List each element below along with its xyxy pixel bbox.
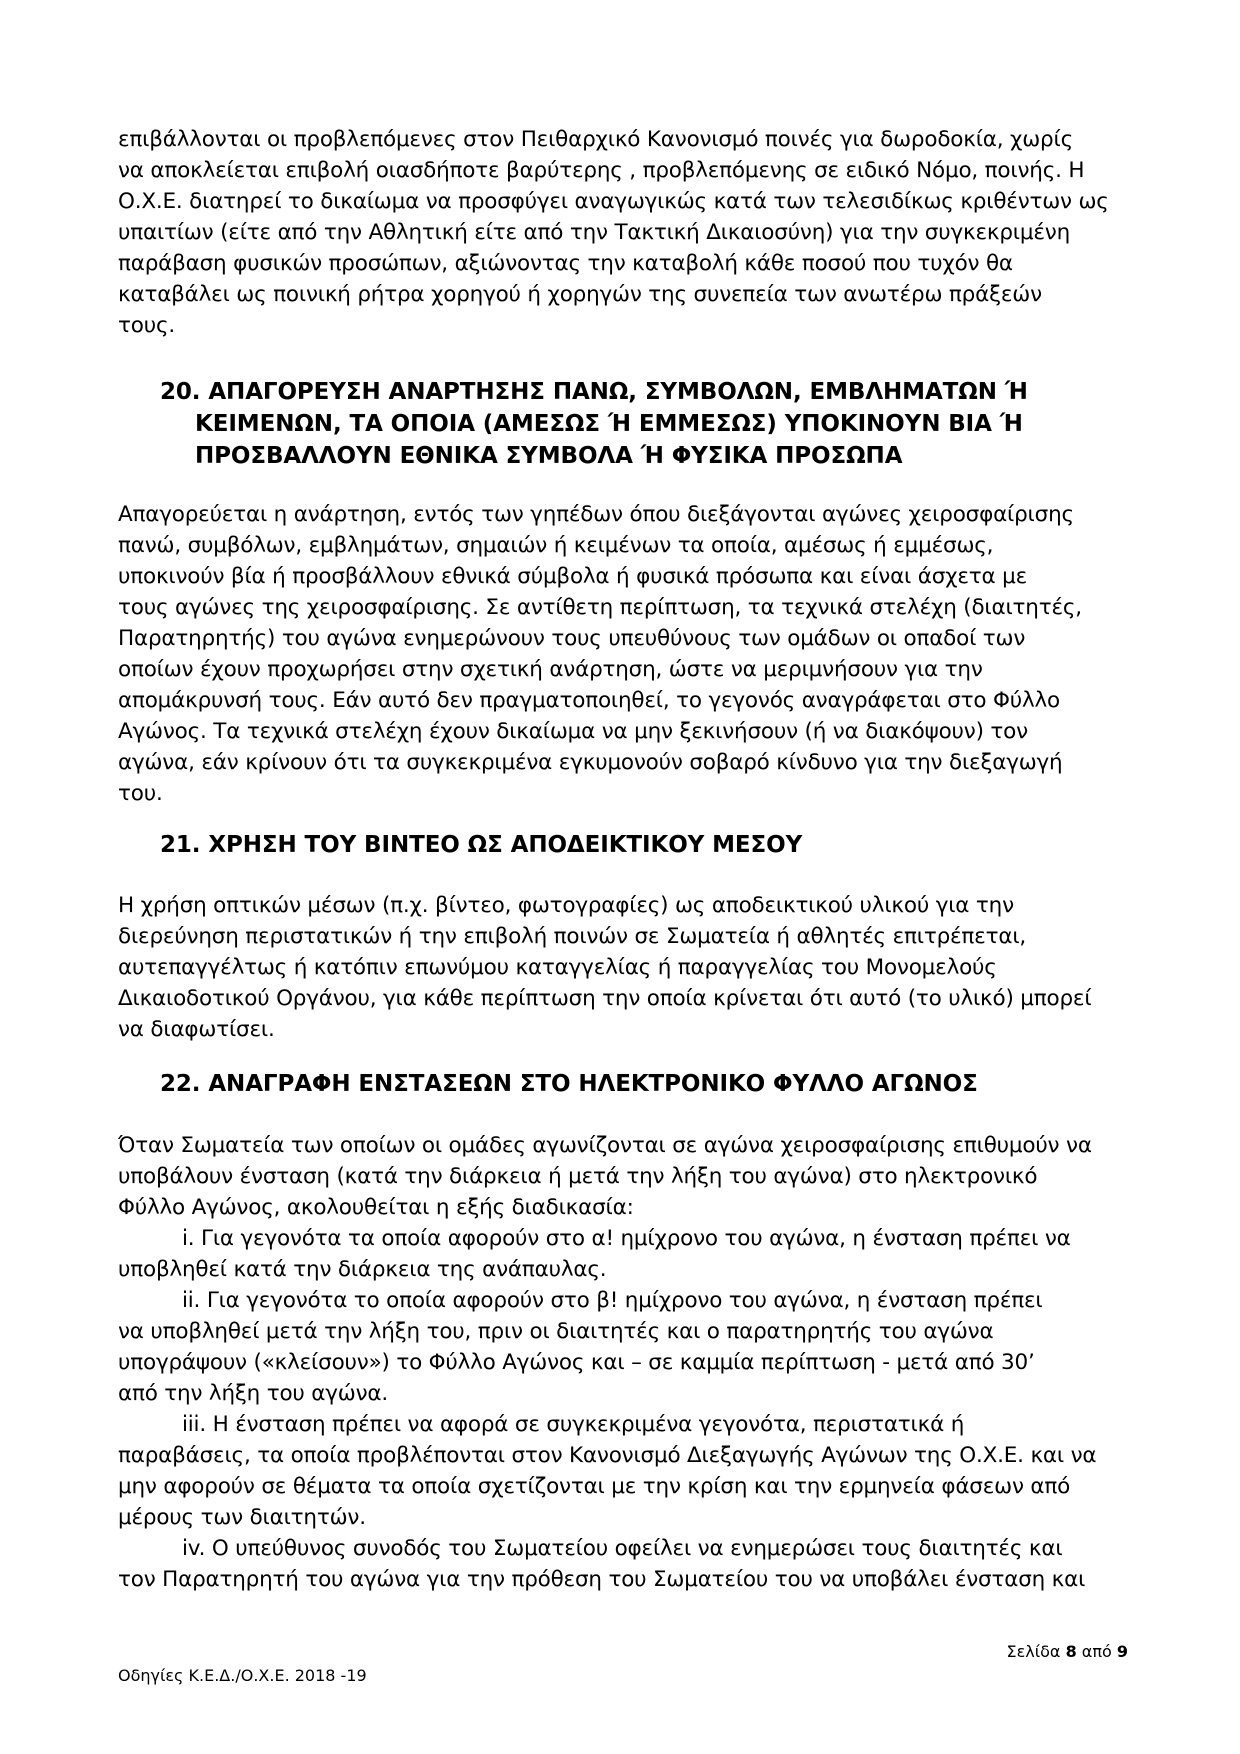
text-line: καταβάλει ως ποινική ρήτρα χορηγού ή χορηγών της συνεπεία των ανωτέρω πράξεών <box>118 282 1042 307</box>
heading-line: ΠΡΟΣΒΑΛΛΟΥΝ ΕΘΝΙΚΑ ΣΥΜΒΟΛΑ Ή ΦΥΣΙΚΑ ΠΡΟΣΩΠΑ <box>195 443 903 469</box>
text-line: υποκινούν βία ή προσβάλλουν εθνικά σύμβολα ή φυσικά πρόσωπα και είναι άσχετα με <box>118 564 1028 589</box>
text-line: τους. <box>118 313 175 338</box>
page-label: Σελίδα <box>1006 1642 1061 1661</box>
text-line: Αγώνος. Τα τεχνικά στελέχη έχουν δικαίωμα να μην ξεκινήσουν (ή να διακόψουν) τον <box>118 719 1028 744</box>
footer-document-title: Οδηγίες Κ.Ε.Δ./Ο.Χ.Ε. 2018 -19 <box>118 1666 367 1685</box>
list-item-i: i. Για γεγονότα τα οποία αφορούν στο α! ημίχρονο του αγώνα, η ένσταση πρέπει να <box>182 1226 1071 1251</box>
heading-line: ΚΕΙΜΕΝΩΝ, ΤΑ ΟΠΟΙΑ (ΑΜΕΣΩΣ Ή ΕΜΜΕΣΩΣ) ΥΠΟΚΙΝΟΥΝ ΒΙΑ Ή <box>195 411 1023 437</box>
text-line: απομάκρυνσή τους. Εάν αυτό δεν πραγματοποιηθεί, το γεγονός αναγράφεται στο Φύλλο <box>118 688 1060 713</box>
text-line: Ο.Χ.Ε. διατηρεί το δικαίωμα να προσφύγει αναγωγικώς κατά των τελεσιδίκως κριθέντων ως <box>118 189 1109 214</box>
text-line: Όταν Σωματεία των οποίων οι ομάδες αγωνίζονται σε αγώνα χειροσφαίρισης επιθυμούν να <box>118 1133 1092 1158</box>
page-number <box>1006 1642 1128 1662</box>
text-line: Παρατηρητής) του αγώνα ενημερώνουν τους υπευθύνους των ομάδων οι οπαδοί των <box>118 626 1026 651</box>
section-21-heading <box>160 829 802 861</box>
list-item-continuation: μην αφορούν σε θέματα τα οποία σχετίζονται με την κρίση και την ερμηνεία φάσεων από <box>118 1474 1071 1499</box>
list-item-continuation: τον Παρατηρητή του αγώνα για την πρόθεση του Σωματείου του να υποβάλει ένσταση και <box>118 1567 1086 1592</box>
list-item-continuation: από την λήξη του αγώνα. <box>118 1381 389 1406</box>
heading-line: 21. ΧΡΗΣΗ ΤΟΥ ΒΙΝΤΕΟ ΩΣ ΑΠΟΔΕΙΚΤΙΚΟΥ ΜΕΣΟΥ <box>160 832 803 858</box>
text-line: υποβάλουν ένσταση (κατά την διάρκεια ή μετά την λήξη του αγώνα) στο ηλεκτρονικό <box>118 1164 1038 1189</box>
list-item-iv: iv. Ο υπεύθυνος συνοδός του Σωματείου οφείλει να ενημερώσει τους διαιτητές και <box>182 1536 1063 1561</box>
page-of: από <box>1081 1642 1112 1661</box>
text-line: επιβάλλονται οι προβλεπόμενες στον Πειθαρχικό Κανονισμό ποινές για δωροδοκία, χωρίς <box>118 127 1073 152</box>
text-line: αυτεπαγγέλτως ή κατόπιν επωνύμου καταγγελίας ή παραγγελίας του Μονομελούς <box>118 955 997 980</box>
text-line: να αποκλείεται επιβολή οιασδήποτε βαρύτερης , προβλεπόμενης σε ειδικό Νόμο, ποινής. Η <box>118 158 1085 183</box>
list-item-ii: ii. Για γεγονότα το οποία αφορούν στο β! ημίχρονο του αγώνα, η ένσταση πρέπει <box>182 1288 1043 1313</box>
text-line: Η χρήση οπτικών μέσων (π.χ. βίντεο, φωτογραφίες) ως αποδεικτικού υλικού για την <box>118 893 1014 918</box>
text-line: να διαφωτίσει. <box>118 1017 275 1042</box>
section-20-body <box>118 499 1118 809</box>
text-line: διερεύνηση περιστατικών ή την επιβολή ποινών σε Σωματεία ή αθλητές επιτρέπεται, <box>118 924 1027 949</box>
text-line: του. <box>118 781 163 806</box>
text-line: οποίων έχουν προχωρήσει στην σχετική ανάρτηση, ώστε να μεριμνήσουν για την <box>118 657 983 682</box>
list-item-continuation: υποβληθεί κατά την διάρκεια της ανάπαυλας. <box>118 1257 607 1282</box>
section-22-heading <box>160 1068 978 1100</box>
list-item-continuation: μέρους των διαιτητών. <box>118 1505 366 1530</box>
text-line: Φύλλο Αγώνος, ακολουθείται η εξής διαδικασία: <box>118 1195 634 1220</box>
list-item-continuation: υπογράψουν («κλείσουν») το Φύλλο Αγώνος και – σε καμμία περίπτωση - μετά από 30’ <box>118 1350 1035 1375</box>
page-total: 9 <box>1116 1642 1128 1661</box>
heading-line: 20. ΑΠΑΓΟΡΕΥΣΗ ΑΝΑΡΤΗΣΗΣ ΠΑΝΩ, ΣΥΜΒΟΛΩΝ, ΕΜΒΛΗΜΑΤΩΝ Ή <box>160 379 1028 405</box>
text-line: τους αγώνες της χειροσφαίρισης. Σε αντίθετη περίπτωση, τα τεχνικά στελέχη (διαιτητές, <box>118 595 1082 620</box>
section-22-body <box>118 1130 1118 1595</box>
page-current: 8 <box>1065 1642 1077 1661</box>
text-line: Απαγορεύεται η ανάρτηση, εντός των γηπέδων όπου διεξάγονται αγώνες χειροσφαίρισης <box>118 502 1074 527</box>
text-line: Δικαιοδοτικού Οργάνου, για κάθε περίπτωση την οποία κρίνεται ότι αυτό (το υλικό) μπορεί <box>118 986 1092 1011</box>
intro-paragraph <box>118 124 1118 341</box>
list-item-continuation: να υποβληθεί μετά την λήξη του, πριν οι διαιτητές και ο παρατηρητής του αγώνα <box>118 1319 994 1344</box>
section-20-heading <box>160 376 1028 472</box>
heading-line: 22. ΑΝΑΓΡΑΦΗ ΕΝΣΤΑΣΕΩΝ ΣΤΟ ΗΛΕΚΤΡΟΝΙΚΟ ΦΥΛΛΟ ΑΓΩΝΟΣ <box>160 1071 978 1097</box>
section-21-body <box>118 890 1118 1045</box>
text-line: αγώνα, εάν κρίνουν ότι τα συγκεκριμένα εγκυμονούν σοβαρό κίνδυνο για την διεξαγωγή <box>118 750 1063 775</box>
text-line: υπαιτίων (είτε από την Αθλητική είτε από την Τακτική Δικαιοσύνη) για την συγκεκριμένη <box>118 220 1071 245</box>
text-line: πανώ, συμβόλων, εμβλημάτων, σημαιών ή κειμένων τα οποία, αμέσως ή εμμέσως, <box>118 533 994 558</box>
list-item-iii: iii. Η ένσταση πρέπει να αφορά σε συγκεκριμένα γεγονότα, περιστατικά ή <box>182 1412 965 1437</box>
list-item-continuation: παραβάσεις, τα οποία προβλέπονται στον Κανονισμό Διεξαγωγής Αγώνων της Ο.Χ.Ε. και να <box>118 1443 1097 1468</box>
text-line: παράβαση φυσικών προσώπων, αξιώνοντας την καταβολή κάθε ποσού που τυχόν θα <box>118 251 1013 276</box>
